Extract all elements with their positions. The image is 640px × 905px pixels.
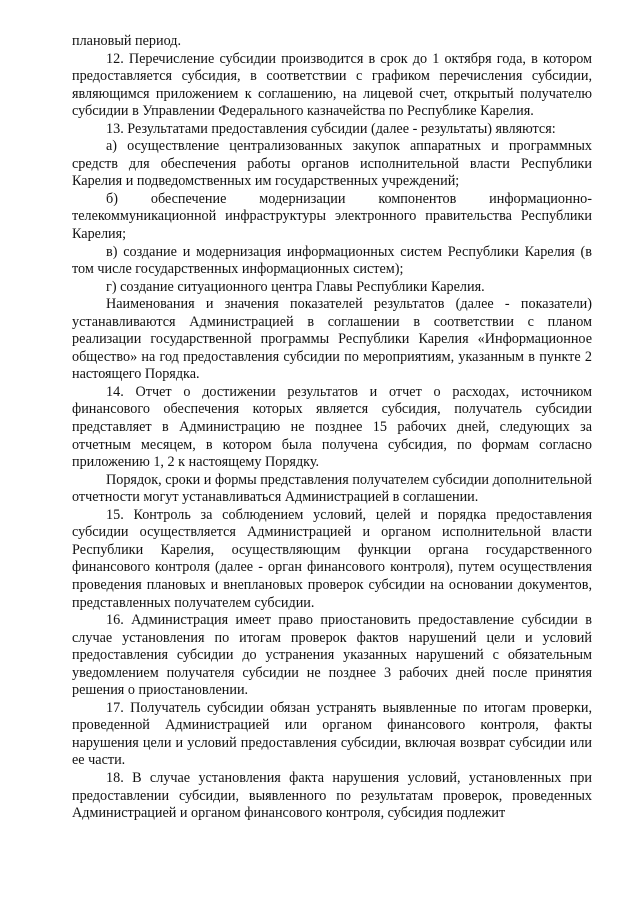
paragraph-17: 17. Получатель субсидии обязан устранять выявленные по итогам проверки, проведенной Администрацией или органом финансового контроля, факты нарушения цели и условий предоставления субсидии, включая возврат субсидии или ее части. xyxy=(72,699,592,769)
paragraph-reporting-procedure: Порядок, сроки и формы представления получателем субсидии дополнительной отчетности могут устанавливаться Администрацией в соглашении. xyxy=(72,471,592,506)
paragraph-continuation: плановый период. xyxy=(72,33,182,49)
paragraph-13-g: г) создание ситуационного центра Главы Республики Карелия. xyxy=(106,278,485,295)
paragraph-indicators: Наименования и значения показателей результатов (далее - показатели) устанавливаются Администрацией в соглашении в соответствии с планом реализации государственной программы Республики Карелия «Информационное общество» на год предоставления субсидии по мероприятиям, указанным в пункте 2 настоящего Порядка. xyxy=(72,296,592,383)
paragraph-15: 15. Контроль за соблюдением условий, целей и порядка предоставления субсидии осуществляется Администрацией и органом исполнительной власти Республики Карелия, осуществляющим функции органа государственного финансового контроля (далее - орган финансового контроля), путем осуществления проведения плановых и внеплановых проверок субсидии на основании документов, представленных получателем субсидии. xyxy=(72,506,592,611)
paragraph-16: 16. Администрация имеет право приостановить предоставление субсидии в случае установления по итогам проверок фактов нарушений цели и условий предоставления субсидии до устранения указанных нарушений с обязательным уведомлением получателя субсидии не позднее 3 рабочих дней после принятия решения о приостановлении. xyxy=(72,612,592,699)
paragraph-12: 12. Перечисление субсидии производится в срок до 1 октября года, в котором предоставляется субсидия, в соответствии с графиком перечисления субсидии, являющимся приложением к соглашению, на лицевой счет, открытый получателю субсидии в Управлении Федерального казначейства по Республике Карелия. xyxy=(72,50,592,120)
paragraph-13-a: а) осуществление централизованных закупок аппаратных и программных средств для обеспечения работы органов исполнительной власти Республики Карелия и подведомственных им государственных учреждений; xyxy=(72,138,592,190)
paragraph-14: 14. Отчет о достижении результатов и отчет о расходах, источником финансового обеспечения которых является субсидия, получатель субсидии представляет в Администрацию не позднее 15 рабочих дней, следующих за отчетным месяцем, в котором была получена субсидия, по формам согласно приложению 1, 2 к настоящему Порядку. xyxy=(72,383,592,471)
paragraph-18: 18. В случае установления факта нарушения условий, установленных при предоставлении субсидии, выявленного по результатам проверок, проведенных Администрацией и органом финансового контроля, субсидия подлежит xyxy=(72,769,592,822)
document-page xyxy=(72,33,592,823)
paragraph-13: 13. Результатами предоставления субсидии (далее - результаты) являются: xyxy=(106,120,556,137)
paragraph-13-b: б) обеспечение модернизации компонентов информационно-телекоммуникационной инфраструктуры электронного правительства Республики Карелия; xyxy=(72,190,592,243)
paragraph-13-v: в) создание и модернизация информационных систем Республики Карелия (в том числе государственных информационных систем); xyxy=(72,243,592,278)
